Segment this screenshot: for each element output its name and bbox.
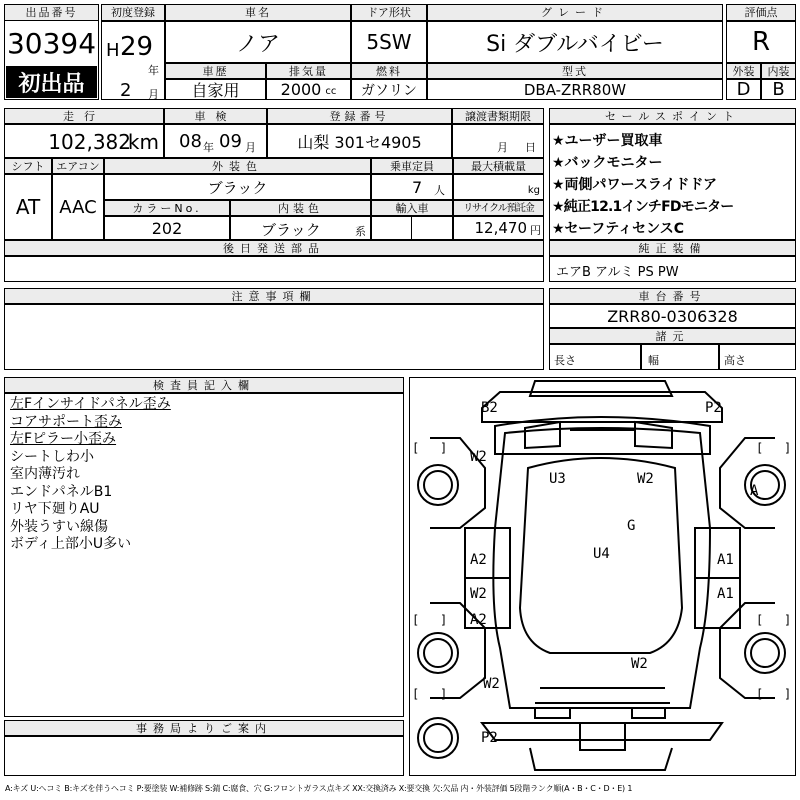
svg-text:[: [ (412, 687, 420, 701)
office-label: 事務局よりご案内 (4, 720, 404, 736)
load-cell (453, 174, 544, 200)
damage-mark: A1 (717, 586, 734, 602)
inspector-notes (4, 393, 404, 717)
reg-month: 2 (120, 80, 132, 100)
model: DBA-ZRR80W (427, 79, 723, 100)
exterior-grade: D (726, 79, 761, 100)
length-label: 長さ (554, 354, 576, 367)
damage-diagram (409, 377, 796, 776)
selling-point: ★セーフティセンスC (552, 221, 685, 237)
damage-mark: A2 (470, 612, 487, 628)
damage-mark: B2 (481, 400, 498, 416)
selling-points-label: セールスポイント (549, 108, 796, 124)
exterior-label: 外装 (726, 63, 761, 79)
damage-mark: W2 (631, 656, 648, 672)
capacity-label: 乗車定員 (371, 158, 453, 174)
door-type: 5SW (351, 21, 427, 63)
displacement: 2000 (280, 80, 322, 99)
first-reg-cell (101, 21, 165, 100)
shift-label: シフト (4, 158, 52, 174)
rating-label: 評価点 (726, 4, 796, 21)
int-color: ブラック (261, 221, 321, 239)
int-color-unit: 系 (355, 225, 366, 238)
svg-text:[: [ (412, 613, 420, 627)
grade-label: グレード (427, 4, 723, 21)
mileage-cell (4, 124, 164, 158)
equipment: エアB アルミ PS PW (549, 256, 796, 282)
lot-label: 出品番号 (4, 4, 99, 21)
regno: 山梨 301セ4905 (267, 124, 452, 158)
car-name-label: 車名 (165, 4, 351, 21)
year-unit: 年 (148, 64, 159, 77)
regno-label: 登録番号 (267, 108, 452, 124)
svg-text:]: ] (440, 441, 448, 455)
svg-text:]: ] (784, 441, 792, 455)
length-cell (549, 344, 641, 370)
model-label: 型式 (427, 63, 723, 79)
lot-number: 30394 (6, 26, 97, 60)
shift: AT (4, 174, 52, 240)
color-label: 外装色 (104, 158, 371, 174)
colorno: 202 (104, 216, 230, 240)
notes-area (4, 304, 544, 370)
damage-mark: U4 (593, 546, 610, 562)
transfer-label: 譲渡書類期限 (452, 108, 544, 124)
height-label: 高さ (724, 354, 746, 367)
import-divider (411, 216, 412, 240)
ac-label: エアコン (52, 158, 104, 174)
insp-year-unit: 年 (203, 141, 214, 154)
later-parts-area (4, 256, 544, 282)
damage-mark: G (627, 518, 636, 534)
load-unit: kg (527, 185, 540, 196)
interior-grade: B (761, 79, 796, 100)
office-area (4, 736, 404, 776)
inspector-line: エンドパネルB1 (10, 483, 113, 500)
chassis-number: ZRR80-0306328 (549, 304, 796, 328)
svg-text:[: [ (756, 441, 764, 455)
inspector-line: 室内薄汚れ (10, 466, 80, 482)
svg-text:]: ] (440, 687, 448, 701)
transfer-day: 日 (525, 141, 536, 154)
car-outline (410, 378, 795, 775)
damage-mark: P2 (705, 400, 722, 416)
recycle-cell (453, 216, 544, 240)
insp-year: 08 (179, 131, 202, 152)
inspector-line: リヤ下廻りAU (10, 501, 100, 517)
capacity-unit: 人 (434, 184, 445, 197)
damage-mark: W2 (470, 586, 487, 602)
ac: AAC (52, 174, 104, 240)
month-unit: 月 (148, 88, 159, 100)
history: 自家用 (165, 79, 266, 100)
svg-text:]: ] (784, 613, 792, 627)
int-color-cell (230, 216, 371, 240)
damage-mark: A1 (717, 552, 734, 568)
equipment-label: 純正装備 (549, 240, 796, 256)
inspection-label: 車検 (164, 108, 267, 124)
inspector-line: コアサポート歪み (10, 413, 122, 430)
history-label: 車歴 (165, 63, 266, 79)
first-reg-label: 初度登録 (101, 4, 165, 21)
notes-label: 注意事項欄 (4, 288, 544, 304)
capacity-cell (371, 174, 453, 200)
selling-point: ★バックモニター (552, 155, 663, 171)
import-label: 輸入車 (371, 200, 453, 216)
svg-text:]: ] (440, 613, 448, 627)
mileage: 102,382 (48, 130, 131, 154)
mileage-label: 走行 (4, 108, 164, 124)
damage-mark: P2 (481, 730, 498, 746)
fuel: ガソリン (351, 79, 427, 100)
width-label: 幅 (648, 354, 659, 367)
displacement-label: 排気量 (266, 63, 351, 79)
transfer-cell (452, 124, 544, 158)
reg-year: 29 (120, 32, 154, 62)
inspector-line: シートしわ小 (10, 448, 94, 465)
svg-text:[: [ (756, 687, 764, 701)
selling-points-list (549, 124, 796, 240)
load-label: 最大積載量 (453, 158, 544, 174)
car-name: ノア (165, 21, 351, 63)
mileage-unit: km (127, 130, 159, 154)
damage-mark: U3 (549, 471, 566, 487)
inspector-line: 外装うすい線傷 (10, 518, 108, 535)
rating: R (726, 21, 796, 63)
capacity: 7 (412, 178, 423, 197)
selling-point: ★ユーザー買取車 (552, 133, 663, 149)
chassis-label: 車台番号 (549, 288, 796, 304)
door-label: ドア形状 (351, 4, 427, 21)
import-cell (371, 216, 453, 240)
damage-mark: W2 (470, 449, 487, 465)
dims-label: 諸元 (549, 328, 796, 344)
svg-text:[: [ (412, 441, 420, 455)
inspector-line: 左Fインサイドパネル歪み (10, 396, 171, 412)
first-listing-badge: 初出品 (6, 66, 97, 98)
svg-text:]: ] (784, 687, 792, 701)
insp-month-unit: 月 (245, 141, 256, 154)
damage-mark: A (750, 483, 759, 499)
legend: A:キズ U:ヘコミ B:キズを伴うヘコミ P:要塗装 W:補修跡 S:錆 C:腐食、穴 G:フロントガラス点キズ XX:交換済み X:要交換 欠:欠品 内・外装評価 5段階ランク順(A・B・C・D・E) 1 (5, 784, 633, 793)
later-parts-label: 後日発送部品 (4, 240, 544, 256)
inspector-line: 左Fピラー小歪み (10, 431, 117, 447)
damage-mark: W2 (483, 676, 500, 692)
damage-mark: W2 (637, 471, 654, 487)
interior-label: 内装 (761, 63, 796, 79)
colorno-label: カラーNo. (104, 200, 230, 216)
width-cell (641, 344, 719, 370)
svg-text:[: [ (756, 613, 764, 627)
grade: Si ダブルバイビー (427, 21, 723, 63)
damage-mark: A2 (470, 552, 487, 568)
int-color-label: 内装色 (230, 200, 371, 216)
height-cell (719, 344, 796, 370)
recycle: 12,470 (474, 219, 527, 237)
selling-point: ★純正12.1インチFDモニター (552, 199, 734, 215)
recycle-unit: 円 (530, 224, 541, 237)
color: ブラック (104, 174, 371, 200)
displacement-cell (266, 79, 351, 100)
recycle-label: リサイクル預託金 (453, 200, 544, 216)
inspector-line: ボディ上部小U多い (10, 536, 132, 552)
displacement-unit: cc (325, 86, 337, 97)
inspection-cell (164, 124, 267, 158)
selling-point: ★両側パワースライドドア (552, 177, 718, 193)
inspector-label: 検査員記入欄 (4, 377, 404, 393)
fuel-label: 燃料 (351, 63, 427, 79)
era: H (106, 40, 120, 61)
insp-month: 09 (219, 131, 242, 152)
transfer-month: 月 (497, 141, 508, 154)
